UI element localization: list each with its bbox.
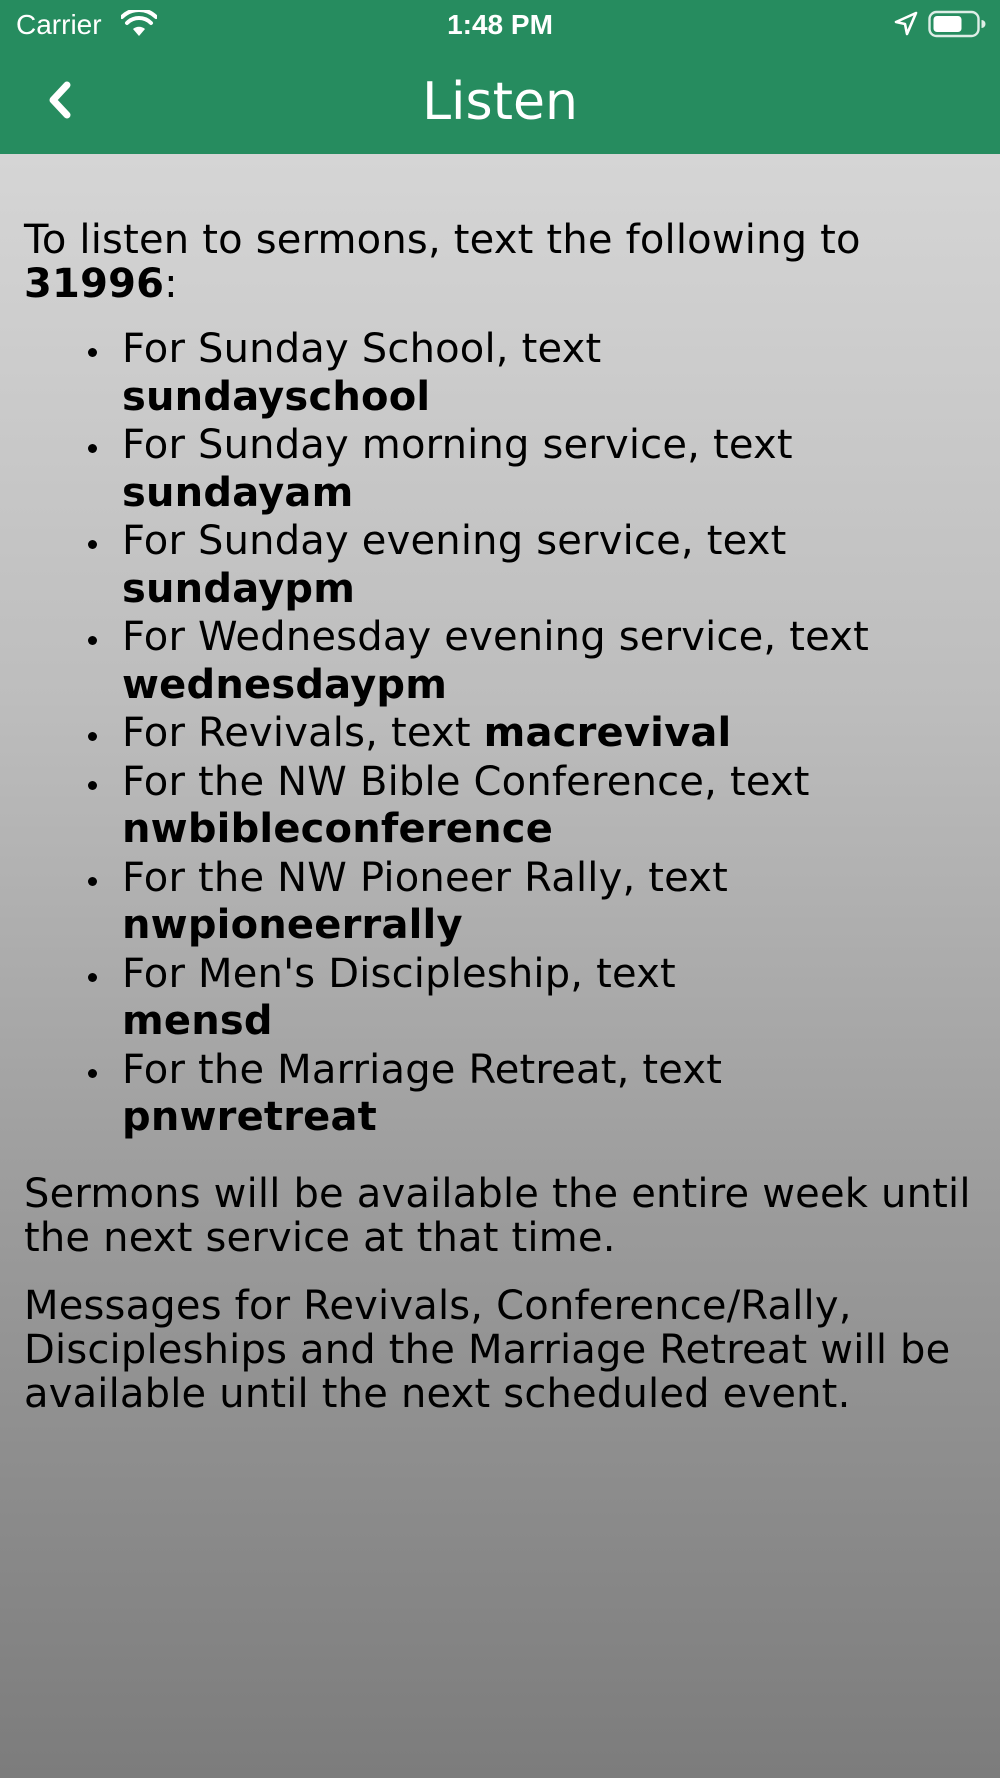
availability-note: Sermons will be available the entire week until the next service at that time. xyxy=(24,1170,971,1261)
keyword: sundayam xyxy=(122,469,354,516)
status-time: 1:48 PM xyxy=(447,9,553,40)
list-item: For Sunday evening service, text sundaypm xyxy=(122,518,974,613)
keyword: pnwretreat xyxy=(122,1094,378,1140)
listen-content xyxy=(24,218,974,1416)
list-item: For the Marriage Retreat, text pnwretreat xyxy=(122,1047,974,1142)
carrier-label: Carrier xyxy=(16,9,102,40)
list-item: For the NW Bible Conference, text nwbibleconference xyxy=(122,759,974,854)
navigation-bar xyxy=(0,50,1000,154)
list-item: For Men's Discipleship, text mensd xyxy=(122,951,974,1046)
keyword: nwbibleconference xyxy=(122,806,554,852)
keyword: mensd xyxy=(122,998,273,1044)
intro-text: To listen to sermons, text the following to xyxy=(24,217,861,263)
sms-number: 31996 xyxy=(24,261,165,307)
list-item: For Revivals, text macrevival xyxy=(122,710,974,758)
events-note: Messages for Revivals, Conference/Rally, Discipleships and the Marriage Retreat will be available until the next scheduled event. xyxy=(24,1282,951,1417)
keyword-list xyxy=(24,326,974,1142)
intro-suffix: : xyxy=(164,261,178,307)
keyword: macrevival xyxy=(483,710,732,756)
page-title: Listen xyxy=(422,72,578,132)
top-bar xyxy=(0,0,1000,154)
list-item: For the NW Pioneer Rally, text nwpioneerrally xyxy=(122,855,974,950)
status-bar xyxy=(0,0,1000,50)
location-arrow-icon xyxy=(893,11,919,37)
list-item: For Wednesday evening service, text wednesdaypm xyxy=(122,614,974,709)
keyword: wednesdaypm xyxy=(122,661,448,708)
keyword: nwpioneerrally xyxy=(122,902,463,948)
chevron-left-icon xyxy=(45,80,75,120)
list-item: For Sunday morning service, text sundayam xyxy=(122,422,974,517)
battery-icon xyxy=(928,10,986,38)
intro-paragraph xyxy=(24,218,974,306)
list-item: For Sunday School, text sundayschool xyxy=(122,326,974,421)
keyword: sundaypm xyxy=(122,565,356,612)
back-button[interactable] xyxy=(30,70,90,130)
keyword: sundayschool xyxy=(122,373,431,420)
